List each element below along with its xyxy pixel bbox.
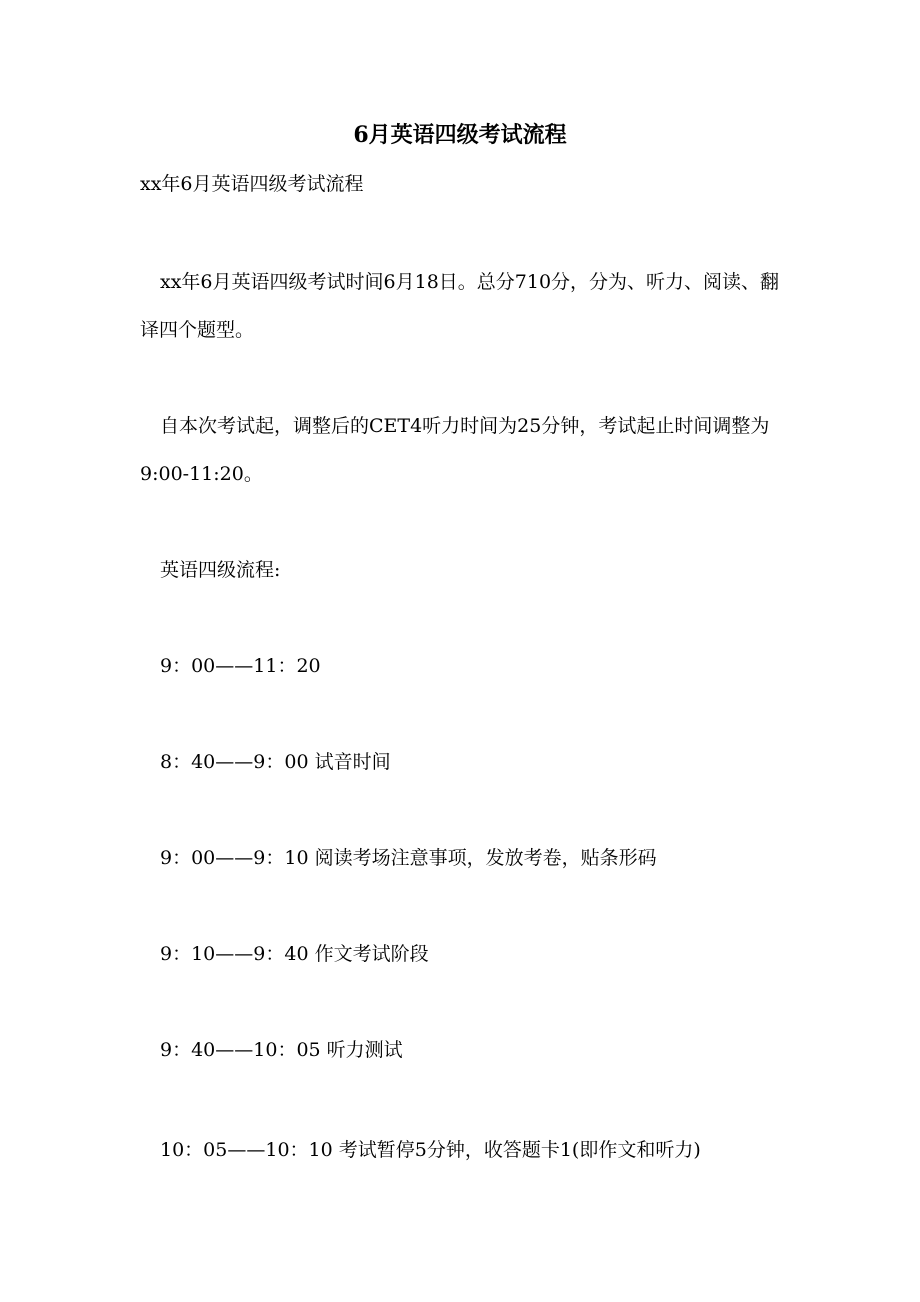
adjustment-paragraph: 自本次考试起，调整后的CET4听力时间为25分钟，考试起止时间调整为9:00-11:20。 <box>140 415 770 485</box>
schedule-line: 9：40——10：05 听力测试 <box>160 1039 403 1061</box>
intro-paragraph: xx年6月英语四级考试时间6月18日。总分710分，分为、听力、阅读、翻译四个题型。 <box>140 271 780 341</box>
schedule-line: 9：00——9：10 阅读考场注意事项，发放考卷，贴条形码 <box>160 847 657 869</box>
document-title: 6月英语四级考试流程 <box>353 122 567 148</box>
document-subtitle: xx年6月英语四级考试流程 <box>140 173 364 195</box>
schedule-line: 8：40——9：00 试音时间 <box>160 751 391 773</box>
schedule-line: 10：05——10：10 考试暂停5分钟，收答题卡1(即作文和听力) <box>160 1139 701 1161</box>
flow-heading: 英语四级流程: <box>160 559 281 581</box>
schedule-line: 9：10——9：40 作文考试阶段 <box>160 943 429 965</box>
schedule-line: 9：00——11：20 <box>160 655 321 677</box>
